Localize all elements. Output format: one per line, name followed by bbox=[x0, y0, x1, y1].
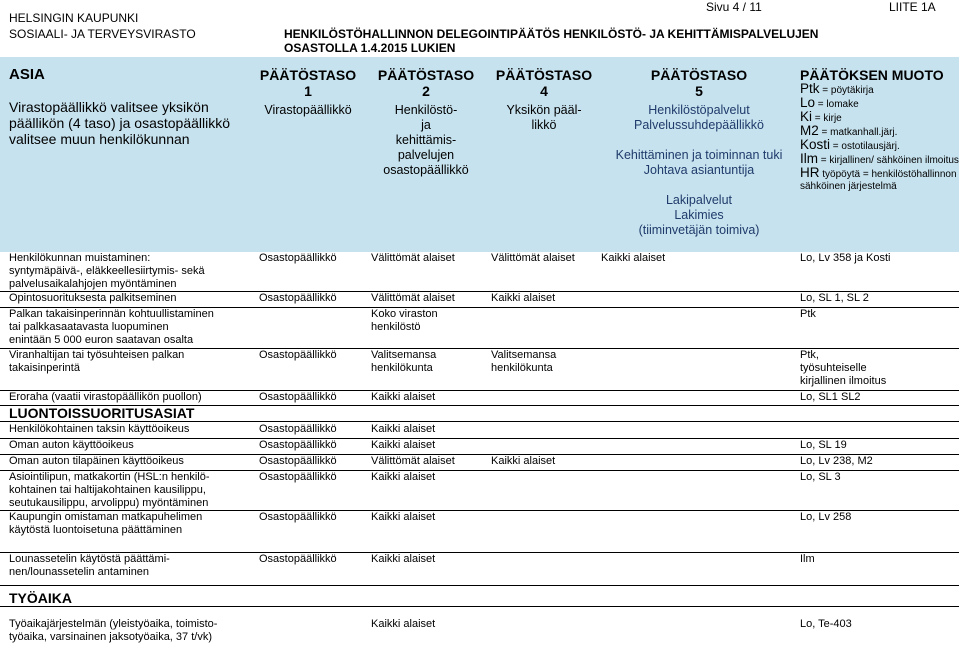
table-cell-form: Ilm bbox=[800, 553, 815, 565]
column-level-number: 5 bbox=[695, 83, 703, 99]
table-rule bbox=[0, 606, 959, 607]
table-cell-d2: Kaikki alaiset bbox=[371, 391, 436, 403]
column-title: PÄÄTÖSTASO bbox=[377, 67, 475, 83]
legend-abbreviation: Lo bbox=[800, 95, 816, 110]
table-cell-asia: Palkan takaisinperinnän kohtuullistaminen tai palkkasaatavasta luopuminen enintään 5 000 euron saatavan osalta bbox=[9, 308, 214, 346]
document-title-continued: OSASTOLLA 1.4.2015 LUKIEN bbox=[284, 41, 456, 55]
table-cell-asia: Opintosuorituksesta palkitseminen bbox=[9, 292, 177, 304]
table-cell-d5: Kaikki alaiset bbox=[601, 252, 666, 264]
table-rule bbox=[0, 454, 959, 455]
table-cell-asia: Oman auton tilapäinen käyttöoikeus bbox=[9, 455, 184, 467]
column-header-level-2 bbox=[368, 57, 484, 252]
table-cell-d4: Välittömät alaiset bbox=[491, 252, 575, 264]
organization-name: HELSINGIN KAUPUNKI bbox=[9, 11, 139, 25]
table-cell-d1: Osastopäällikkö bbox=[259, 553, 337, 565]
legend-abbreviation: Kosti bbox=[800, 137, 831, 152]
table-cell-d4: Valitsemansa henkilökunta bbox=[491, 349, 557, 374]
table-rule bbox=[0, 348, 959, 349]
column-description: Virastopäällikkö bbox=[264, 103, 352, 117]
column-level-number: 2 bbox=[422, 83, 430, 99]
table-cell-d2: Välittömät alaiset bbox=[371, 252, 455, 264]
table-cell-asia: Asiointilipun, matkakortin (HSL:n henkilö- kohtainen tai haltijakohtainen kausilippu, seutukausilippu, arvolippu) myöntäminen bbox=[9, 471, 210, 509]
decision-form-legend-item bbox=[800, 97, 959, 111]
column-header-decision-form bbox=[800, 57, 959, 252]
table-cell-d1: Osastopäällikkö bbox=[259, 455, 337, 467]
table-cell-d1: Osastopäällikkö bbox=[259, 252, 337, 264]
table-cell-d4: Kaikki alaiset bbox=[491, 292, 556, 304]
column-header-asia bbox=[0, 57, 259, 252]
table-cell-asia: Kaupungin omistaman matkapuhelimen käytöstä luontoisetuna päättäminen bbox=[9, 511, 203, 536]
table-cell-asia: Työaikajärjestelmän (yleistyöaika, toimisto- työaika, varsinainen jaksotyöaika, 37 t/vk) bbox=[9, 618, 218, 643]
table-cell-d1: Osastopäällikkö bbox=[259, 349, 337, 361]
legend-abbreviation: Ilm bbox=[800, 151, 818, 166]
legend-abbreviation: Ptk bbox=[800, 81, 820, 96]
decision-form-legend-item bbox=[800, 167, 959, 193]
table-cell-form: Lo, SL 3 bbox=[800, 471, 841, 483]
table-rule bbox=[0, 421, 959, 422]
table-rule bbox=[0, 470, 959, 471]
column-title: PÄÄTÖSTASO bbox=[259, 67, 357, 83]
table-header bbox=[0, 57, 959, 252]
decision-form-legend-item bbox=[800, 153, 959, 167]
legend-text: = lomake bbox=[815, 99, 859, 110]
table-cell-d1: Osastopäällikkö bbox=[259, 439, 337, 451]
column-title: ASIA bbox=[9, 66, 45, 83]
table-cell-d1: Osastopäällikkö bbox=[259, 391, 337, 403]
table-cell-asia: Oman auton käyttöoikeus bbox=[9, 439, 134, 451]
decision-form-legend bbox=[800, 83, 959, 193]
column-level-number: 1 bbox=[304, 83, 312, 99]
table-cell-d1: Osastopäällikkö bbox=[259, 511, 337, 523]
column-header-level-5 bbox=[604, 57, 794, 252]
table-cell-d2: Kaikki alaiset bbox=[371, 618, 436, 630]
legend-text: = pöytäkirja bbox=[819, 85, 874, 96]
legend-abbreviation: Ki bbox=[800, 109, 813, 124]
section-heading-tyoaika: TYÖAIKA bbox=[9, 590, 72, 606]
legend-text: = matkanhall.järj. bbox=[818, 127, 898, 138]
section-heading-luontoisuoritukset: LUONTOISSUORITUSASIAT bbox=[9, 405, 195, 421]
column-header-level-4 bbox=[486, 57, 602, 252]
decision-form-legend-item bbox=[800, 139, 959, 153]
legend-text: = kirjallinen/ sähköinen ilmoitus bbox=[818, 155, 959, 166]
table-cell-form: Lo, Te-403 bbox=[800, 618, 852, 630]
table-cell-d1: Osastopäällikkö bbox=[259, 292, 337, 304]
table-rule bbox=[0, 585, 959, 586]
legend-text: = ostotilausjärj. bbox=[830, 141, 900, 152]
table-rule bbox=[0, 552, 959, 553]
table-cell-d2: Kaikki alaiset bbox=[371, 471, 436, 483]
table-cell-d2: Kaikki alaiset bbox=[371, 511, 436, 523]
legend-text: työpöytä = henkilöstöhallinnon sähköinen järjestelmä bbox=[800, 169, 957, 192]
table-cell-d4: Kaikki alaiset bbox=[491, 455, 556, 467]
department-name: SOSIAALI- JA TERVEYSVIRASTO bbox=[9, 27, 196, 41]
table-cell-form: Lo, SL 19 bbox=[800, 439, 847, 451]
table-cell-d2: Välittömät alaiset bbox=[371, 455, 455, 467]
table-cell-asia: Viranhaltijan tai työsuhteisen palkan takaisinperintä bbox=[9, 349, 185, 374]
column-level-number: 4 bbox=[540, 83, 548, 99]
appendix-label: LIITE 1A bbox=[889, 0, 936, 14]
column-description: Henkilöstöpalvelut Palvelussuhdepäällikkö Kehittäminen ja toiminnan tuki Johtava asiantuntija Lakipalvelut Lakimies (tiiminvetäjän toimiva) bbox=[615, 103, 783, 237]
table-cell-form: Ptk bbox=[800, 308, 816, 320]
column-title: PÄÄTÖKSEN MUOTO bbox=[800, 67, 944, 83]
table-cell-d2: Koko viraston henkilöstö bbox=[371, 308, 438, 333]
table-cell-asia: Lounassetelin käytöstä päättämi- nen/lounassetelin antaminen bbox=[9, 553, 170, 578]
table-rule bbox=[0, 390, 959, 391]
column-title: PÄÄTÖSTASO bbox=[495, 67, 593, 83]
page-number: Sivu 4 / 11 bbox=[706, 0, 762, 14]
document-title: HENKILÖSTÖHALLINNON DELEGOINTIPÄÄTÖS HENKILÖSTÖ- JA KEHITTÄMISPALVELUJEN bbox=[284, 27, 819, 41]
table-cell-d2: Valitsemansa henkilökunta bbox=[371, 349, 437, 374]
column-description: Henkilöstö- ja kehittämis- palvelujen osastopäällikkö bbox=[383, 103, 469, 177]
decision-form-legend-item bbox=[800, 83, 959, 97]
table-cell-form: Ptk, työsuhteiselle kirjallinen ilmoitus bbox=[800, 349, 887, 387]
table-cell-form: Lo, SL 1, SL 2 bbox=[800, 292, 869, 304]
legend-abbreviation: M2 bbox=[800, 123, 819, 138]
table-rule bbox=[0, 510, 959, 511]
table-cell-asia: Henkilökunnan muistaminen: syntymäpäivä-, eläkkeellesiirtymis- sekä palvelusaikalahjojen myöntäminen bbox=[9, 252, 205, 290]
table-rule bbox=[0, 307, 959, 308]
column-description: Yksikön pääl- likkö bbox=[506, 103, 582, 132]
table-cell-form: Lo, Lv 258 bbox=[800, 511, 852, 523]
table-rule bbox=[0, 438, 959, 439]
table-cell-d2: Kaikki alaiset bbox=[371, 439, 436, 451]
column-title: PÄÄTÖSTASO bbox=[650, 67, 748, 83]
table-cell-d2: Kaikki alaiset bbox=[371, 553, 436, 565]
table-cell-d2: Välittömät alaiset bbox=[371, 292, 455, 304]
decision-form-legend-item bbox=[800, 111, 959, 125]
table-rule bbox=[0, 291, 959, 292]
legend-abbreviation: HR bbox=[800, 165, 820, 180]
legend-text: = kirje bbox=[812, 113, 842, 124]
table-cell-form: Lo, Lv 238, M2 bbox=[800, 455, 873, 467]
table-cell-d1: Osastopäällikkö bbox=[259, 471, 337, 483]
table-cell-form: Lo, Lv 358 ja Kosti bbox=[800, 252, 891, 264]
document-header bbox=[0, 0, 959, 56]
column-description: Virastopäällikkö valitsee yksikön päällikön (4 taso) ja osastopäällikkö valitsee muun henkilökunnan bbox=[9, 99, 231, 147]
table-cell-d2: Kaikki alaiset bbox=[371, 423, 436, 435]
table-cell-form: Lo, SL1 SL2 bbox=[800, 391, 861, 403]
table-cell-d1: Osastopäällikkö bbox=[259, 423, 337, 435]
table-cell-asia: Eroraha (vaatii virastopäällikön puollon) bbox=[9, 391, 202, 403]
table-cell-asia: Henkilökohtainen taksin käyttöoikeus bbox=[9, 423, 190, 435]
column-header-level-1 bbox=[250, 57, 366, 252]
